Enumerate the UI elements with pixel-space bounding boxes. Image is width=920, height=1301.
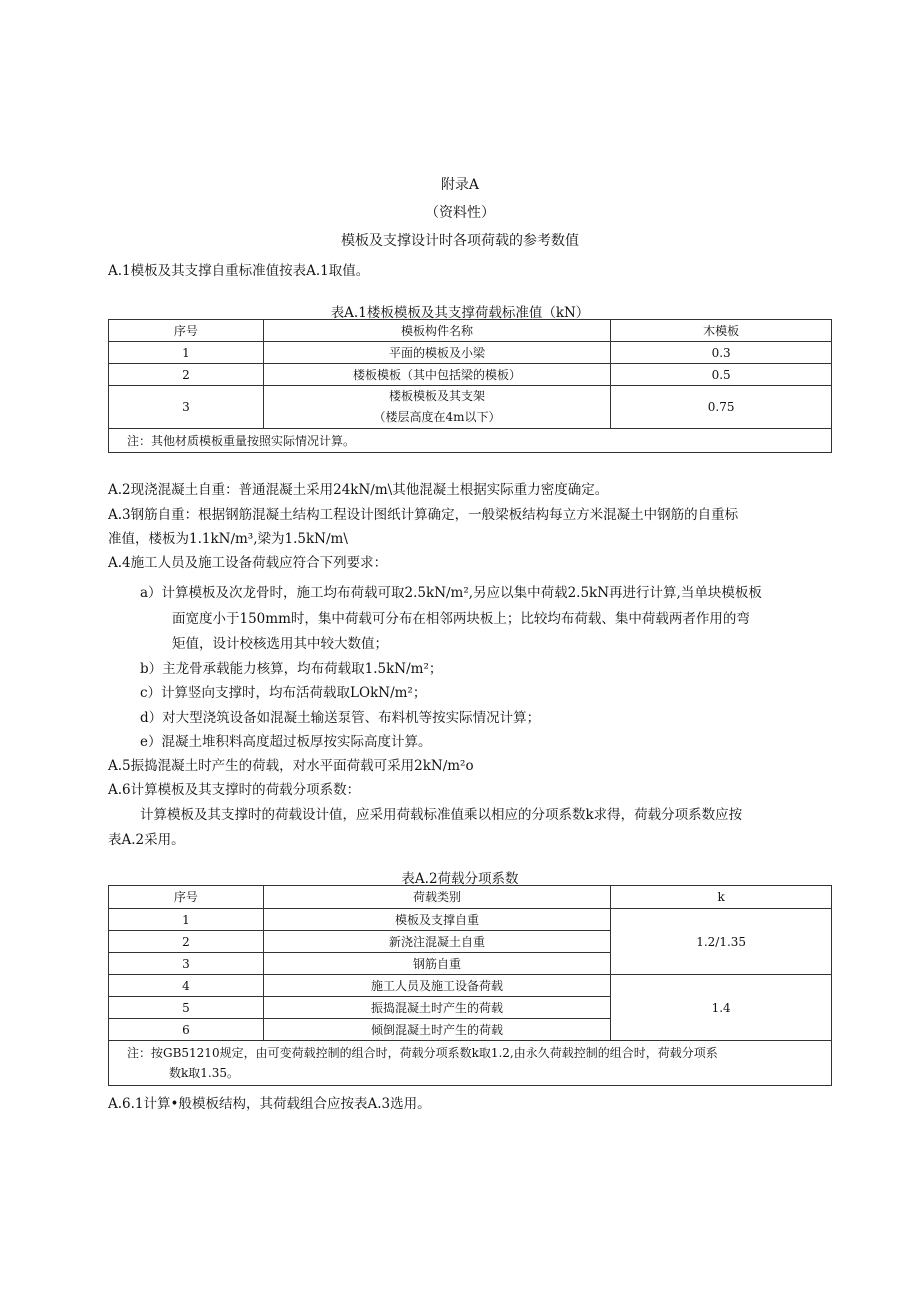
appendix-nature: （资料性） [425, 205, 495, 221]
header-cell: 序号 [109, 886, 264, 909]
item-e: e）混凝土堆积料高度超过板厚按实际高度计算。 [140, 734, 432, 750]
appendix-subtitle: 模板及支撑设计时各项荷载的参考数值 [341, 233, 579, 249]
item-a-line2: 面宽度小于150mm时，集中荷载可分布在相邻两块板上；比较均布荷载、集中荷载两者作用的弯 [172, 611, 750, 627]
table-cell: 平面的模板及小梁 [263, 342, 611, 364]
section-a3-line2: 准值，楼板为1.1kN∕m³,梁为1.5kN∕m\ [108, 531, 348, 547]
section-a6-body-line2: 表A.2采用。 [108, 832, 185, 848]
section-a2: A.2现浇混凝土自重：普通混凝土采用24kN∕m\其他混凝土根据实际重力密度确定。 [108, 482, 609, 498]
header-cell: 序号 [109, 320, 264, 342]
table-cell: 振捣混凝土时产生的荷载 [263, 997, 610, 1019]
section-a3-line1: A.3钢筋自重：根据钢筋混凝土结构工程设计图纸计算确定，一般梁板结构每立方米混凝土中钢筋的自重标 [108, 507, 739, 523]
section-a6-body-line1: 计算模板及其支撑时的荷载设计值，应采用荷载标准值乘以相应的分项系数k求得，荷载分项系数应按 [140, 807, 743, 823]
item-c: c）计算竖向支撑时，均布活荷载取LOkN/m²； [140, 685, 427, 701]
header-cell: k [611, 886, 832, 909]
table-cell: 0.3 [611, 342, 832, 364]
table-header-row [109, 320, 832, 342]
table-cell: 5 [109, 997, 264, 1019]
note-line: 注：按GB51210规定，由可变荷载控制的组合时，荷载分项系数k取1.2,由永久荷载控制的组合时，荷载分项系 [127, 1046, 718, 1060]
table-note [109, 1041, 832, 1086]
cell-line: （楼层高度在4m以下） [373, 410, 501, 424]
item-b: b）主龙骨承载能力核算，均布荷载取1.5kN/m²； [140, 661, 443, 677]
table-header-row [109, 886, 832, 909]
section-a5: A.5振捣混凝土时产生的荷载，对水平面荷载可采用2kN∕m²o [108, 758, 474, 774]
table-cell [263, 386, 611, 429]
appendix-title: 附录A [440, 177, 480, 193]
item-a-line3: 矩值，设计校核选用其中较大数值； [172, 636, 388, 652]
table-cell: 施工人员及施工设备荷载 [263, 975, 610, 997]
k-value-cell: 1.4 [611, 975, 832, 1041]
table-note-row [109, 429, 832, 453]
item-a-line1: a）计算模板及次龙骨时，施工均布荷载可取2.5kN∕m²,另应以集中荷载2.5kN再进行计算,当单块模板板 [140, 585, 762, 601]
table-cell: 模板及支撑自重 [263, 909, 610, 931]
table-cell: 1 [109, 342, 264, 364]
header-cell: 木模板 [611, 320, 832, 342]
table-row [109, 364, 832, 386]
table-a2 [108, 885, 832, 1086]
cell-line: 楼板模板及其支架 [389, 389, 486, 403]
table-row [109, 975, 832, 997]
table-cell: 2 [109, 364, 264, 386]
table-cell: 倾倒混凝土时产生的荷载 [263, 1019, 610, 1041]
k-value-cell: 1.2/1.35 [611, 909, 832, 975]
table-row [109, 909, 832, 931]
table-cell: 1 [109, 909, 264, 931]
table-cell: 3 [109, 953, 264, 975]
section-a6: A.6计算模板及其支撑时的荷载分项系数： [108, 782, 361, 798]
table-cell: 4 [109, 975, 264, 997]
table-cell: 2 [109, 931, 264, 953]
table-note: 注：其他材质模板重量按照实际情况计算。 [109, 429, 832, 453]
table-a1-caption: 表A.1楼板模板及其支撑荷载标准值（kN） [330, 305, 590, 321]
table-row [109, 342, 832, 364]
section-a4: A.4施工人员及施工设备荷载应符合下列要求： [108, 555, 388, 571]
table-note-row [109, 1041, 832, 1086]
table-cell: 新浇注混凝土自重 [263, 931, 610, 953]
table-cell: 3 [109, 386, 264, 429]
table-cell: 钢筋自重 [263, 953, 610, 975]
note-line: 数k取1.35。 [169, 1066, 239, 1080]
table-row [109, 386, 832, 429]
header-cell: 模板构件名称 [263, 320, 611, 342]
section-a6-1: A.6.1计算•般模板结构，其荷载组合应按表A.3选用。 [108, 1096, 431, 1112]
table-cell: 楼板模板（其中包括梁的模板） [263, 364, 611, 386]
table-cell: 0.75 [611, 386, 832, 429]
table-cell: 6 [109, 1019, 264, 1041]
table-a2-caption: 表A.2荷载分项系数 [401, 871, 519, 887]
section-a1: A.1模板及其支撑自重标准值按表A.1取值。 [108, 263, 370, 279]
item-d: d）对大型浇筑设备如混凝土输送泵管、布料机等按实际情况计算； [140, 710, 541, 726]
table-a1 [108, 319, 832, 453]
header-cell: 荷载类别 [263, 886, 610, 909]
table-cell: 0.5 [611, 364, 832, 386]
